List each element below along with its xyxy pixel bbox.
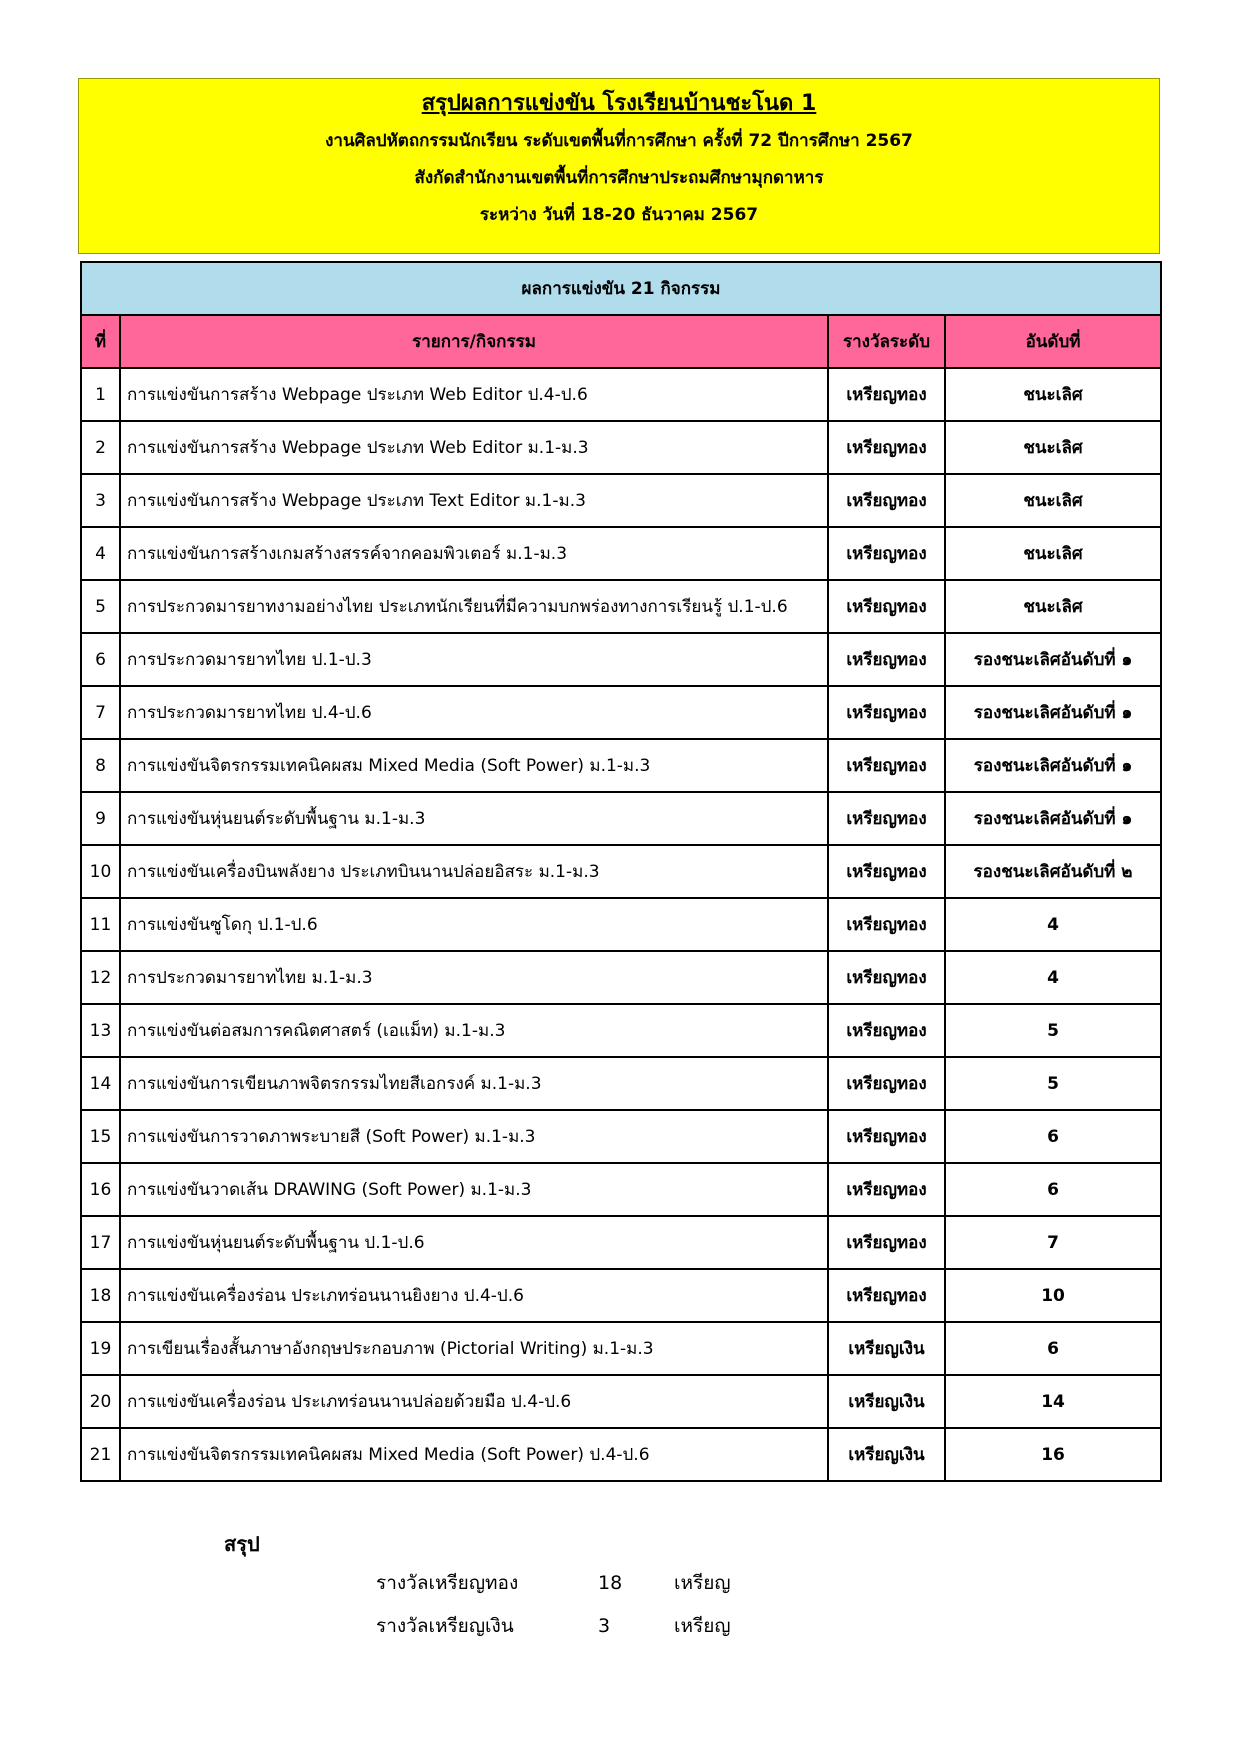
page-title: สรุปผลการแข่งขัน โรงเรียนบ้านชะโนด 1 xyxy=(421,91,817,116)
activity-name: การแข่งขันต่อสมการคณิตศาสตร์ (เอแม็ท) ม.1-ม.3 xyxy=(120,1004,828,1057)
row-number: 17 xyxy=(81,1216,120,1269)
table-row xyxy=(81,792,1161,845)
table-row xyxy=(81,1110,1161,1163)
row-number: 6 xyxy=(81,633,120,686)
activity-name: การแข่งขันการวาดภาพระบายสี (Soft Power) ม.1-ม.3 xyxy=(120,1110,828,1163)
event-name: งานศิลปหัตถกรรมนักเรียน ระดับเขตพื้นที่การศึกษา ครั้งที่ 72 ปีการศึกษา 2567 xyxy=(325,131,913,151)
award-level: เหรียญทอง xyxy=(828,1110,945,1163)
row-number: 7 xyxy=(81,686,120,739)
rank-value: รองชนะเลิศอันดับที่ ๒ xyxy=(945,845,1161,898)
award-level: เหรียญทอง xyxy=(828,368,945,421)
row-number: 20 xyxy=(81,1375,120,1428)
summary-count: 18 xyxy=(598,1572,623,1594)
table-row xyxy=(81,421,1161,474)
results-table xyxy=(80,261,1162,1482)
summary-unit: เหรียญ xyxy=(674,1572,731,1594)
row-number: 16 xyxy=(81,1163,120,1216)
row-number: 3 xyxy=(81,474,120,527)
table-row xyxy=(81,1322,1161,1375)
row-number: 21 xyxy=(81,1428,120,1481)
table-row xyxy=(81,1163,1161,1216)
table-row xyxy=(81,1216,1161,1269)
table-row xyxy=(81,1057,1161,1110)
activity-name: การเขียนเรื่องสั้นภาษาอังกฤษประกอบภาพ (Pictorial Writing) ม.1-ม.3 xyxy=(120,1322,828,1375)
summary-unit: เหรียญ xyxy=(674,1615,731,1637)
award-level: เหรียญเงิน xyxy=(828,1375,945,1428)
award-level: เหรียญทอง xyxy=(828,845,945,898)
table-row xyxy=(81,845,1161,898)
table-row xyxy=(81,898,1161,951)
table-row xyxy=(81,527,1161,580)
activity-name: การประกวดมารยาทไทย ป.4-ป.6 xyxy=(120,686,828,739)
row-number: 5 xyxy=(81,580,120,633)
table-row xyxy=(81,1375,1161,1428)
rank-value: ชนะเลิศ xyxy=(945,368,1161,421)
row-number: 14 xyxy=(81,1057,120,1110)
activity-name: การแข่งขันหุ่นยนต์ระดับพื้นฐาน ม.1-ม.3 xyxy=(120,792,828,845)
table-caption-row xyxy=(81,262,1161,315)
award-level: เหรียญทอง xyxy=(828,1004,945,1057)
rank-value: รองชนะเลิศอันดับที่ ๑ xyxy=(945,633,1161,686)
award-level: เหรียญทอง xyxy=(828,686,945,739)
award-level: เหรียญทอง xyxy=(828,739,945,792)
rank-value: 10 xyxy=(945,1269,1161,1322)
rank-value: 16 xyxy=(945,1428,1161,1481)
award-level: เหรียญทอง xyxy=(828,1163,945,1216)
organization: สังกัดสำนักงานเขตพื้นที่การศึกษาประถมศึกษามุกดาหาร xyxy=(414,168,824,188)
summary-count: 3 xyxy=(598,1615,611,1637)
rank-value: 6 xyxy=(945,1163,1161,1216)
table-row xyxy=(81,580,1161,633)
activity-name: การแข่งขันเครื่องร่อน ประเภทร่อนนานยิงยาง ป.4-ป.6 xyxy=(120,1269,828,1322)
activity-name: การแข่งขันวาดเส้น DRAWING (Soft Power) ม.1-ม.3 xyxy=(120,1163,828,1216)
rank-value: 7 xyxy=(945,1216,1161,1269)
row-number: 10 xyxy=(81,845,120,898)
activity-name: การแข่งขันการสร้างเกมสร้างสรรค์จากคอมพิวเตอร์ ม.1-ม.3 xyxy=(120,527,828,580)
activity-name: การแข่งขันการสร้าง Webpage ประเภท Web Editor ป.4-ป.6 xyxy=(120,368,828,421)
activity-name: การแข่งขันหุ่นยนต์ระดับพื้นฐาน ป.1-ป.6 xyxy=(120,1216,828,1269)
activity-name: การประกวดมารยาทไทย ป.1-ป.3 xyxy=(120,633,828,686)
table-row xyxy=(81,368,1161,421)
award-level: เหรียญทอง xyxy=(828,633,945,686)
table-row xyxy=(81,633,1161,686)
rank-value: 5 xyxy=(945,1004,1161,1057)
row-number: 11 xyxy=(81,898,120,951)
award-level: เหรียญทอง xyxy=(828,792,945,845)
award-level: เหรียญทอง xyxy=(828,898,945,951)
rank-value: ชนะเลิศ xyxy=(945,474,1161,527)
award-level: เหรียญทอง xyxy=(828,1269,945,1322)
row-number: 2 xyxy=(81,421,120,474)
row-number: 15 xyxy=(81,1110,120,1163)
rank-value: รองชนะเลิศอันดับที่ ๑ xyxy=(945,686,1161,739)
table-row xyxy=(81,1269,1161,1322)
summary-title: สรุป xyxy=(224,1532,260,1556)
row-number: 1 xyxy=(81,368,120,421)
rank-value: ชนะเลิศ xyxy=(945,421,1161,474)
row-number: 8 xyxy=(81,739,120,792)
table-row xyxy=(81,739,1161,792)
row-number: 13 xyxy=(81,1004,120,1057)
col-header-no: ที่ xyxy=(81,315,120,368)
event-dates: ระหว่าง วันที่ 18-20 ธันวาคม 2567 xyxy=(479,205,759,225)
rank-value: 5 xyxy=(945,1057,1161,1110)
award-level: เหรียญทอง xyxy=(828,1057,945,1110)
row-number: 19 xyxy=(81,1322,120,1375)
activity-name: การแข่งขันเครื่องบินพลังยาง ประเภทบินนานปล่อยอิสระ ม.1-ม.3 xyxy=(120,845,828,898)
award-level: เหรียญทอง xyxy=(828,527,945,580)
rank-value: ชนะเลิศ xyxy=(945,527,1161,580)
rank-value: 4 xyxy=(945,898,1161,951)
rank-value: รองชนะเลิศอันดับที่ ๑ xyxy=(945,739,1161,792)
rank-value: 4 xyxy=(945,951,1161,1004)
rank-value: 14 xyxy=(945,1375,1161,1428)
col-header-rank: อันดับที่ xyxy=(945,315,1161,368)
col-header-activity: รายการ/กิจกรรม xyxy=(120,315,828,368)
activity-name: การประกวดมารยาทงามอย่างไทย ประเภทนักเรียนที่มีความบกพร่องทางการเรียนรู้ ป.1-ป.6 xyxy=(120,580,828,633)
table-caption: ผลการแข่งขัน 21 กิจกรรม xyxy=(81,262,1161,315)
row-number: 4 xyxy=(81,527,120,580)
row-number: 9 xyxy=(81,792,120,845)
summary-label: รางวัลเหรียญทอง xyxy=(376,1572,519,1594)
award-level: เหรียญทอง xyxy=(828,951,945,1004)
activity-name: การแข่งขันเครื่องร่อน ประเภทร่อนนานปล่อยด้วยมือ ป.4-ป.6 xyxy=(120,1375,828,1428)
row-number: 18 xyxy=(81,1269,120,1322)
award-level: เหรียญเงิน xyxy=(828,1428,945,1481)
table-row xyxy=(81,474,1161,527)
header-box xyxy=(78,78,1160,254)
row-number: 12 xyxy=(81,951,120,1004)
award-level: เหรียญเงิน xyxy=(828,1322,945,1375)
award-level: เหรียญทอง xyxy=(828,580,945,633)
rank-value: รองชนะเลิศอันดับที่ ๑ xyxy=(945,792,1161,845)
rank-value: 6 xyxy=(945,1110,1161,1163)
activity-name: การแข่งขันการเขียนภาพจิตรกรรมไทยสีเอกรงค์ ม.1-ม.3 xyxy=(120,1057,828,1110)
activity-name: การประกวดมารยาทไทย ม.1-ม.3 xyxy=(120,951,828,1004)
activity-name: การแข่งขันซูโดกุ ป.1-ป.6 xyxy=(120,898,828,951)
award-level: เหรียญทอง xyxy=(828,1216,945,1269)
activity-name: การแข่งขันการสร้าง Webpage ประเภท Web Editor ม.1-ม.3 xyxy=(120,421,828,474)
award-level: เหรียญทอง xyxy=(828,421,945,474)
col-header-award: รางวัลระดับ xyxy=(828,315,945,368)
award-level: เหรียญทอง xyxy=(828,474,945,527)
summary-label: รางวัลเหรียญเงิน xyxy=(376,1615,514,1637)
rank-value: 6 xyxy=(945,1322,1161,1375)
activity-name: การแข่งขันจิตรกรรมเทคนิคผสม Mixed Media (Soft Power) ม.1-ม.3 xyxy=(120,739,828,792)
rank-value: ชนะเลิศ xyxy=(945,580,1161,633)
table-header-row xyxy=(81,315,1161,368)
table-row xyxy=(81,686,1161,739)
table-row xyxy=(81,951,1161,1004)
activity-name: การแข่งขันการสร้าง Webpage ประเภท Text Editor ม.1-ม.3 xyxy=(120,474,828,527)
table-row xyxy=(81,1004,1161,1057)
activity-name: การแข่งขันจิตรกรรมเทคนิคผสม Mixed Media (Soft Power) ป.4-ป.6 xyxy=(120,1428,828,1481)
table-row xyxy=(81,1428,1161,1481)
